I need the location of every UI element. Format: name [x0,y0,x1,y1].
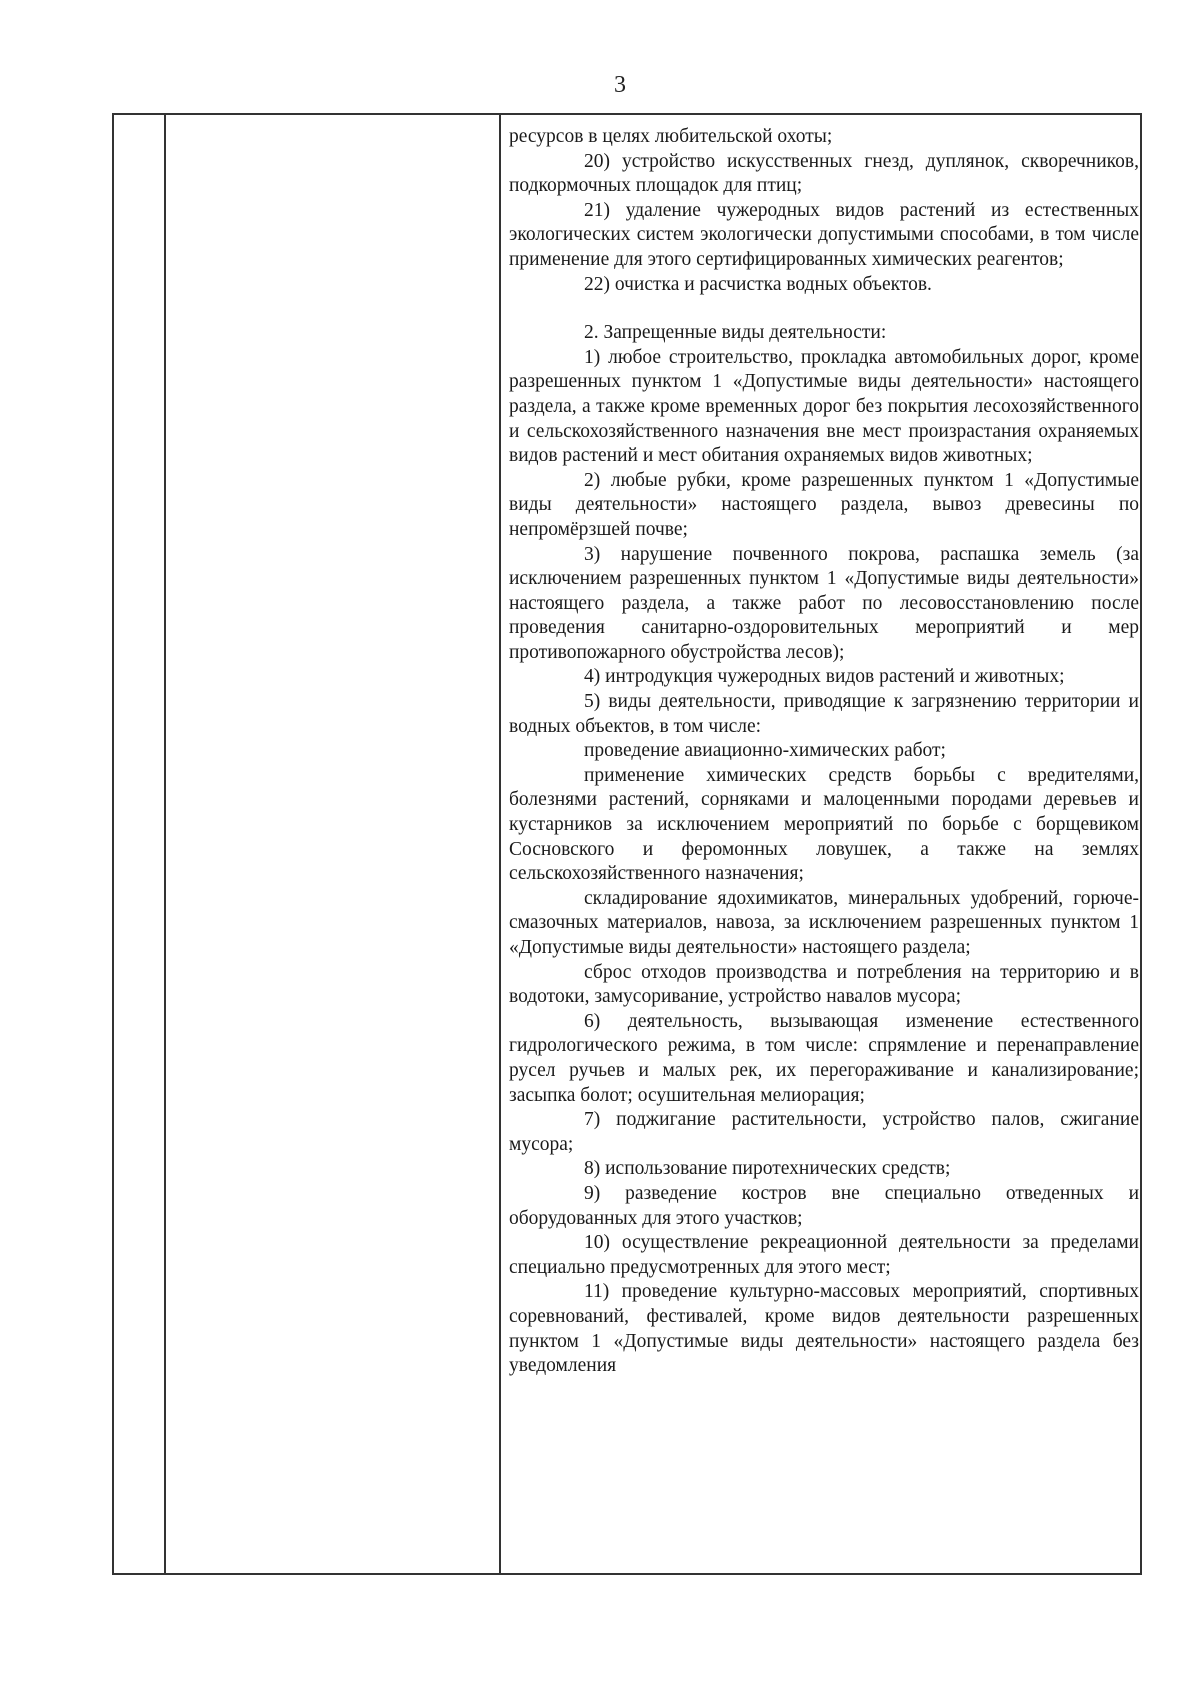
paragraph: 2) любые рубки, кроме разрешенных пунктом 1 «Допустимые виды деятельности» настоящего раздела, вывоз древесины по непромёрзшей почве; [509,469,1139,540]
paragraph: 3) нарушение почвенного покрова, распашка земель (за исключением разрешенных пунктом 1 «Допустимые виды деятельности» настоящего раздела, а также работ по лесовосстановлению после проведения санитарно-оздоровительных мероприятий и мер противопожарного обустройства лесов); [509,543,1139,663]
paragraph: проведение авиационно-химических работ; [584,740,946,762]
paragraph: 4) интродукция чужеродных видов растений и животных; [584,666,1065,688]
paragraph: 11) проведение культурно-массовых мероприятий, спортивных соревнований, фестивалей, кроме видов деятельности разрешенных пунктом 1 «Допустимые виды деятельности» настоящего раздела без уведомления [509,1281,1139,1377]
paragraph: 21) удаление чужеродных видов растений из естественных экологических систем экологически допустимыми способами, в том числе применение для этого сертифицированных химических реагентов; [509,199,1139,270]
paragraph: 2. Запрещенные виды деятельности: [584,322,887,344]
table-cell-content [509,125,1139,1379]
paragraph: применение химических средств борьбы с вредителями, болезнями растений, сорняками и малоценными породами деревьев и кустарников за исключением мероприятий по борьбе с борщевиком Сосновского и феромонных ловушек, а также на землях сельскохозяйственного назначения; [509,764,1139,885]
paragraph: 22) очистка и расчистка водных объектов. [584,273,932,295]
paragraph: ресурсов в целях любительской охоты; [509,126,833,147]
column-divider-1 [164,115,166,1573]
paragraph: 6) деятельность, вызывающая изменение естественного гидрологического режима, в том числе: спрямление и перенаправление русел ручьев и малых рек, их перегораживание и канализирование; засыпка болот; осушительная мелиорация; [509,1010,1139,1106]
column-divider-2 [499,115,501,1573]
paragraph: 10) осуществление рекреационной деятельности за пределами специально предусмотренных для этого мест; [509,1232,1139,1278]
paragraph: 20) устройство искусственных гнезд, дуплянок, скворечников, подкормочных площадок для птиц; [509,150,1139,197]
paragraph: 1) любое строительство, прокладка автомобильных дорог, кроме разрешенных пунктом 1 «Допустимые виды деятельности» настоящего раздела, а также кроме временных дорог без покрытия лесохозяйственного и сельскохозяйственного назначения вне мест произрастания охраняемых видов растений и мест обитания охраняемых видов животных; [509,346,1139,467]
paragraph: 9) разведение костров вне специально отведенных и оборудованных для этого участков; [509,1182,1139,1229]
page-number: 3 [614,72,626,98]
paragraph: сброс отходов производства и потребления на территорию и в водотоки, замусоривание, устройство навалов мусора; [509,961,1139,1008]
paragraph: 8) использование пиротехнических средств; [584,1158,951,1180]
paragraph: складирование ядохимикатов, минеральных удобрений, горюче-смазочных материалов, навоза, за исключением разрешенных пунктом 1 «Допустимые виды деятельности» настоящего раздела; [509,887,1139,958]
paragraph: 5) виды деятельности, приводящие к загрязнению территории и водных объектов, в том числе: [509,691,1139,737]
paragraph: 7) поджигание растительности, устройство палов, сжигание мусора; [509,1109,1139,1155]
